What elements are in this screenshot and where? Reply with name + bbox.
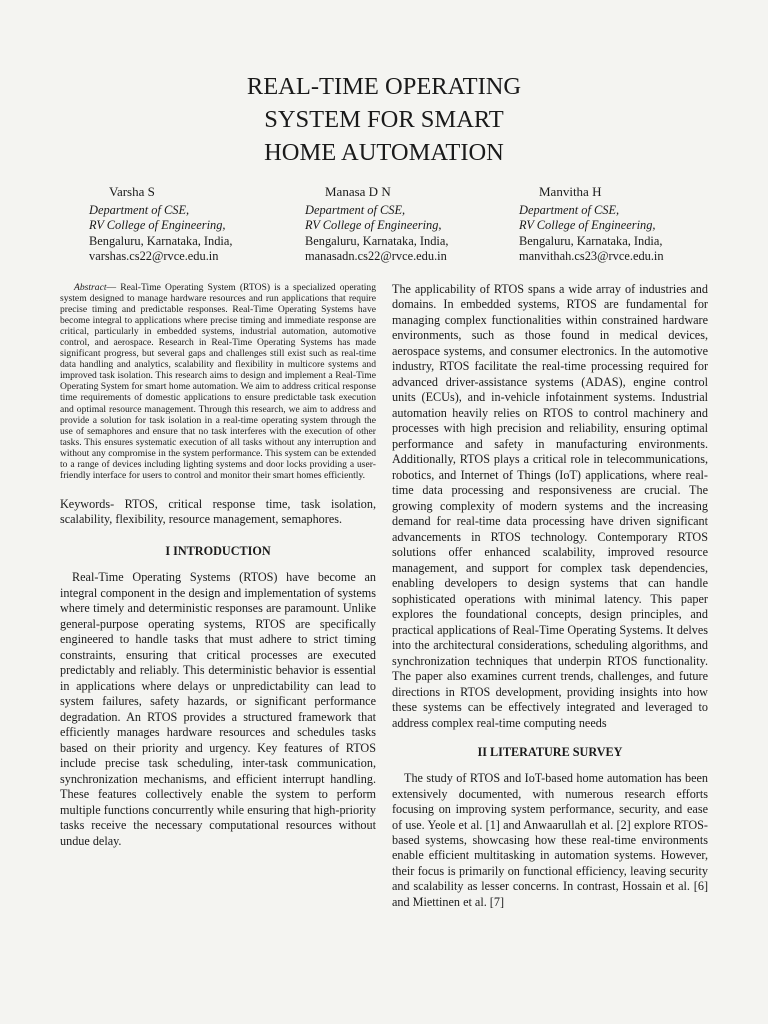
author-college: RV College of Engineering, [305, 218, 442, 232]
right-column [392, 282, 708, 910]
author-block [519, 184, 664, 265]
title-line: HOME AUTOMATION [264, 139, 504, 166]
author-department: Department of CSE, [89, 202, 190, 217]
author-department: Department of CSE, [519, 202, 620, 217]
literature-survey-paragraph: The study of RTOS and IoT-based home automation has been extensively documented, with numerous research efforts focusing on improving system performance, security, and ease of use. Yeole et al. [1] and Anwaarullah et al. [2] explore RTOS-based systems, showcasing how these real-time environments enable efficient multitasking in automation systems. However, their focus is primarily on functional efficiency, leaving security and scalability as lesser concerns. In contrast, Hossain et al. [6] and Miettinen et al. [7] [392, 771, 708, 909]
author-email: varshas.cs22@rvce.edu.in [89, 249, 219, 263]
introduction-heading: I INTRODUCTION [165, 544, 271, 559]
author-college: RV College of Engineering, [89, 218, 226, 232]
author-department: Department of CSE, [305, 202, 406, 217]
keywords: Keywords- RTOS, critical response time, task isolation, scalability, flexibility, resource management, semaphores. [60, 496, 376, 527]
title-line: REAL-TIME OPERATING [246, 73, 522, 100]
author-email: manasadn.cs22@rvce.edu.in [305, 249, 447, 263]
author-location: Bengaluru, Karnataka, India, [89, 233, 233, 248]
abstract-label: Abstract [74, 282, 107, 293]
abstract [60, 282, 376, 481]
left-column [60, 282, 376, 849]
author-location: Bengaluru, Karnataka, India, [519, 233, 663, 248]
author-email: manvithah.cs23@rvce.edu.in [519, 249, 664, 263]
paper-title [0, 70, 768, 169]
author-name: Manasa D N [325, 184, 391, 199]
author-location: Bengaluru, Karnataka, India, [305, 233, 449, 248]
author-college: RV College of Engineering, [519, 218, 656, 232]
introduction-paragraph: Real-Time Operating Systems (RTOS) have become an integral component in the design and implementation of systems where timely and deterministic responses are paramount. Unlike general-purpose operating systems, RTOS are specifically engineered to handle tasks that must adhere to strict timing constraints, ensuring that critical processes are executed predictably and reliably. This deterministic behavior is essential in applications where delays or unpredictability can lead to system failures, safety hazards, or significant performance degradation. An RTOS provides a structured framework that efficiently manages hardware resources and schedules tasks based on their priority and urgency. Key features of RTOS include precise task scheduling, inter-task communication, synchronization mechanisms, and efficient interrupt handling. These features collectively enable the system to perform multiple functions concurrently while ensuring that high-priority tasks receive the necessary computational resources without undue delay. [60, 570, 376, 848]
author-name: Varsha S [109, 184, 155, 199]
literature-survey-heading: II LITERATURE SURVEY [477, 745, 623, 760]
abstract-text: — Real-Time Operating System (RTOS) is a specialized operating system designed to manage hardware resources and run applications that require precise timing and predictable responses. Real-Time Operating Systems have become integral to applications where precise timing and immediate response are critical, particularly in embedded systems, industrial automation, automotive control, and aerospace. Research in Real-Time Operating Systems has made significant progress, but several gaps and challenges still exist such as real-time data handling and analytics, scalability and flexibility in multicore systems and improved task isolation. This research aims to design and implement a Real-Time Operating System for smart home automation. We aim to address critical response time requirements of domestic applications to ensure predictable task execution and optimal resource management. Through this research, we aim to address and provide a solution for task isolation in a real-time operating system through the use of semaphores and ensure that no task interferes with the execution of other tasks. This ensures systematic execution of all tasks without any interruption and without any compromise in the system performance. This system can be extended to a range of devices including lighting systems and door locks providing a user-friendly interface for users to control and monitor their smart homes efficiently. [60, 282, 376, 481]
introduction-continued-paragraph: The applicability of RTOS spans a wide array of industries and domains. In embedded systems, RTOS are fundamental for managing complex functionalities within constrained hardware environments, such as those found in medical devices, aerospace systems, and consumer electronics. In the automotive industry, RTOS facilitate the real-time processing required for advanced driver-assistance systems (ADAS), engine control units (ECUs), and in-vehicle infotainment systems. Industrial automation heavily relies on RTOS to control machinery and processes with high precision and reliability, ensuring optimal performance and safety in manufacturing environments. Additionally, RTOS plays a critical role in telecommunications, robotics, and Internet of Things (IoT) applications, where real-time data processing and responsiveness are crucial. The growing complexity of modern systems and the increasing demand for real-time data processing have driven significant advancements in RTOS technology. Contemporary RTOS solutions offer enhanced scalability, improved resource management, and support for complex task dependencies, enabling developers to design systems that can handle sophisticated operations with minimal latency. This paper explores the foundational concepts, design principles, and practical applications of Real-Time Operating Systems. It delves into the architectural considerations, scheduling algorithms, and synchronization techniques that underpin RTOS functionality. The paper also examines current trends, challenges, and future directions in RTOS development, providing insights into how these systems can be effectively integrated and leveraged to address complex real-time computing needs [392, 282, 708, 730]
title-line: SYSTEM FOR SMART [264, 106, 504, 133]
author-name: Manvitha H [539, 184, 602, 199]
author-block [89, 184, 232, 265]
author-block [305, 184, 448, 265]
